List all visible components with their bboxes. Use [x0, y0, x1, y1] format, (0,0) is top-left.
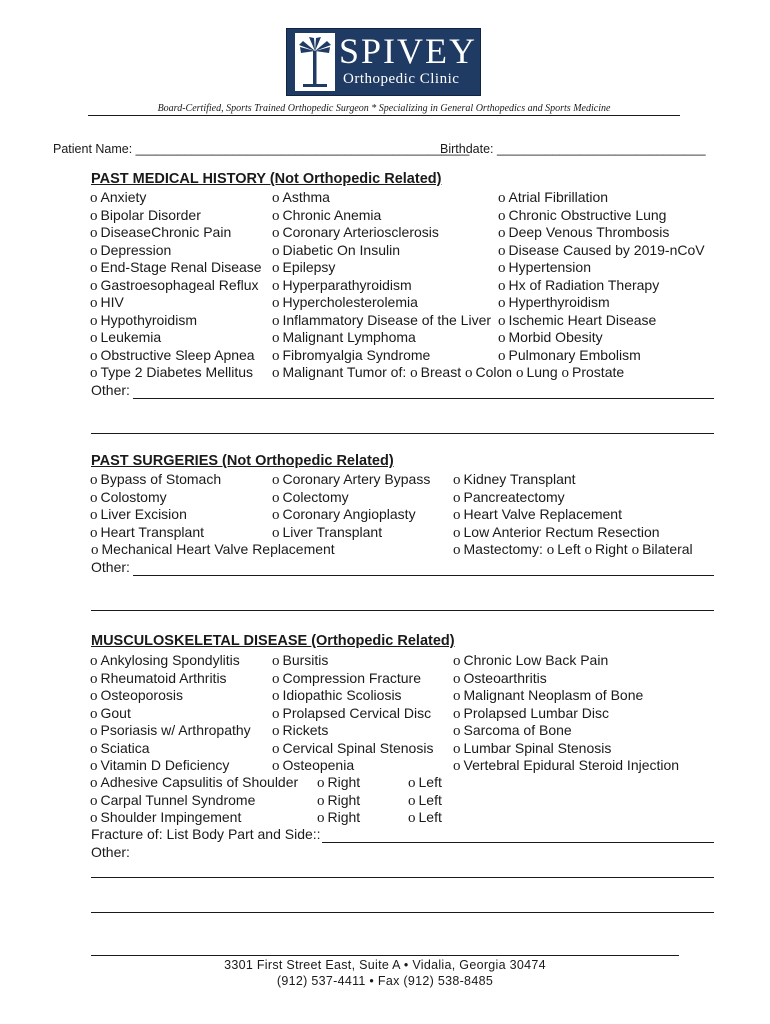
pmh-label: Chronic Anemia	[282, 206, 382, 223]
msk-item	[453, 722, 572, 740]
checkbox[interactable]: o	[90, 775, 98, 791]
checkbox[interactable]: o	[272, 507, 280, 523]
checkbox[interactable]: o	[561, 365, 570, 381]
mechanical-valve-row	[91, 541, 335, 559]
checkbox[interactable]: o	[498, 295, 506, 311]
checkbox[interactable]: o	[498, 312, 506, 329]
surgery-item	[453, 524, 660, 542]
msk-item	[453, 687, 643, 705]
checkbox[interactable]: o	[453, 705, 461, 722]
mastectomy-label: Mastectomy:	[463, 541, 543, 557]
sided-label: Adhesive Capsulitis of Shoulder	[100, 774, 299, 790]
msk-item	[272, 705, 431, 723]
pmh-item	[272, 294, 418, 312]
side-left-option	[408, 809, 442, 827]
birthdate-field[interactable]: Birthdate: ______________________________	[440, 142, 706, 156]
checkbox[interactable]: o	[498, 242, 506, 259]
checkbox[interactable]: o	[408, 775, 416, 791]
msk-label: Osteopenia	[282, 757, 355, 773]
pmh-item	[498, 207, 666, 225]
msk-label: Bursitis	[282, 652, 329, 668]
sided-label-option	[90, 809, 241, 827]
pmh-label: HIV	[100, 294, 124, 310]
checkbox[interactable]: o	[453, 507, 461, 523]
msk-label: Vitamin D Deficiency	[100, 757, 230, 773]
msk-item	[272, 740, 433, 758]
pmh-label: Coronary Arteriosclerosis	[282, 224, 439, 240]
side-left: Left	[418, 791, 442, 808]
pmh-label: Hypertension	[508, 259, 591, 275]
msk-label: Osteoporosis	[100, 687, 183, 703]
checkbox[interactable]: o	[90, 740, 98, 757]
surgeries-other-line-2[interactable]	[91, 610, 714, 611]
surgery-label: Pancreatectomy	[463, 488, 565, 505]
checkbox[interactable]: o	[546, 542, 555, 558]
pmh-item	[498, 329, 603, 347]
checkbox[interactable]: o	[272, 312, 280, 329]
checkbox[interactable]: o	[453, 740, 461, 757]
pmh-item	[272, 277, 412, 295]
checkbox[interactable]: o	[90, 347, 98, 364]
pmh-item	[90, 294, 124, 312]
pmh-item	[498, 294, 610, 312]
msk-item	[90, 670, 227, 688]
palm-tree-icon	[295, 33, 335, 91]
checkbox[interactable]: o	[272, 653, 280, 669]
checkbox[interactable]: o	[90, 207, 98, 224]
side-right: Right	[327, 791, 361, 808]
pmh-item	[272, 347, 430, 365]
checkbox[interactable]: o	[90, 688, 98, 704]
pmh-item	[498, 259, 591, 277]
pmh-label: Fibromyalgia Syndrome	[282, 346, 431, 363]
checkbox[interactable]: o	[90, 723, 98, 739]
msk-label: Rickets	[282, 722, 329, 738]
pmh-label: Malignant Lymphoma	[282, 329, 416, 345]
fracture-label: Fracture of: List Body Part and Side::	[91, 826, 321, 842]
msk-other-line-2[interactable]	[91, 912, 714, 913]
mastectomy-bilateral: Bilateral	[642, 541, 693, 557]
msk-item	[453, 705, 609, 723]
checkbox[interactable]: o	[272, 277, 280, 294]
checkbox[interactable]: o	[453, 670, 461, 687]
msk-item	[90, 687, 183, 705]
pmh-other-line-2[interactable]	[91, 433, 714, 434]
mastectomy-row	[453, 541, 693, 559]
checkbox[interactable]: o	[90, 670, 98, 687]
pmh-item	[90, 277, 259, 295]
pmh-item	[272, 259, 335, 277]
pmh-label: Hypercholesterolemia	[282, 294, 418, 310]
checkbox[interactable]: o	[584, 542, 592, 558]
checkbox[interactable]: o	[272, 723, 280, 739]
checkbox[interactable]: o	[272, 705, 280, 722]
surgery-item	[453, 471, 576, 489]
pmh-item	[272, 242, 400, 260]
tumor-option-lung: Lung	[526, 364, 558, 380]
checkbox[interactable]: o	[272, 190, 280, 206]
checkbox[interactable]: o	[272, 758, 280, 774]
surgery-item	[272, 524, 382, 542]
msk-label: Lumbar Spinal Stenosis	[463, 739, 612, 756]
pmh-label: Type 2 Diabetes Mellitus	[100, 364, 254, 380]
msk-label: Cervical Spinal Stenosis	[282, 739, 434, 756]
surgery-label: Colostomy	[100, 488, 167, 505]
pmh-item	[272, 329, 416, 347]
pmh-label: Diabetic On Insulin	[282, 241, 401, 258]
pmh-item	[90, 224, 231, 242]
footer-phone: (912) 537-4411 • Fax (912) 538-8485	[276, 974, 494, 988]
msk-item	[90, 705, 131, 723]
pmh-item	[272, 224, 439, 242]
surgery-item	[453, 506, 622, 524]
checkbox[interactable]: o	[90, 225, 98, 241]
pmh-item	[90, 189, 146, 207]
checkbox[interactable]: o	[90, 792, 98, 809]
msk-item	[90, 757, 229, 775]
checkbox[interactable]: o	[272, 207, 280, 224]
checkbox[interactable]: o	[90, 277, 98, 294]
pmh-item	[498, 242, 705, 260]
tumor-option-breast: Breast	[420, 364, 462, 380]
pmh-heading: PAST MEDICAL HISTORY (Not Orthopedic Related)	[91, 171, 442, 187]
msk-item	[453, 670, 547, 688]
checkbox[interactable]: o	[498, 207, 506, 224]
patient-name-field[interactable]: Patient Name: ________________________________________________	[53, 142, 470, 156]
msk-item	[90, 722, 251, 740]
checkbox[interactable]: o	[90, 365, 98, 381]
checkbox[interactable]: o	[272, 242, 280, 259]
mastectomy-right: Right	[595, 541, 628, 557]
sided-label: Carpal Tunnel Syndrome	[100, 791, 256, 808]
checkbox[interactable]: o	[464, 365, 473, 381]
pmh-label: Morbid Obesity	[508, 329, 603, 345]
checkbox[interactable]: o	[90, 810, 98, 826]
checkbox[interactable]: o	[272, 225, 280, 241]
pmh-label: Leukemia	[100, 329, 162, 345]
msk-label: Chronic Low Back Pain	[463, 652, 609, 668]
pmh-item	[90, 347, 255, 365]
surgery-label: Liver Transplant	[282, 523, 383, 540]
pmh-label: Hyperparathyroidism	[282, 276, 412, 293]
checkbox[interactable]: o	[272, 330, 280, 346]
checkbox[interactable]: o	[515, 365, 524, 381]
checkbox[interactable]: o	[90, 653, 98, 669]
surgeries-heading: PAST SURGERIES (Not Orthopedic Related)	[91, 453, 394, 469]
checkbox[interactable]: o	[498, 347, 506, 364]
checkbox[interactable]: o	[498, 190, 506, 206]
checkbox[interactable]: o	[498, 277, 506, 294]
checkbox[interactable]: o	[453, 653, 461, 669]
msk-label: Sciatica	[100, 739, 150, 756]
pmh-label: Inflammatory Disease of the Liver	[282, 311, 492, 328]
surgery-label: Coronary Artery Bypass	[282, 471, 431, 487]
pmh-other-label: Other:	[91, 382, 130, 398]
pmh-item	[272, 312, 491, 330]
surgery-item	[272, 506, 416, 524]
msk-label: Osteoarthritis	[463, 669, 547, 686]
msk-item	[453, 757, 679, 775]
checkbox[interactable]: o	[272, 740, 280, 757]
checkbox[interactable]: o	[91, 542, 99, 558]
msk-item	[272, 652, 328, 670]
pmh-item	[90, 329, 161, 347]
surgery-label: Heart Transplant	[100, 523, 204, 540]
pmh-item	[498, 347, 641, 365]
checkbox[interactable]: o	[410, 365, 418, 381]
pmh-item	[90, 242, 171, 260]
mechanical-valve-label: Mechanical Heart Valve Replacement	[101, 541, 335, 557]
pmh-item	[272, 207, 381, 225]
surgery-label: Colectomy	[282, 488, 349, 505]
checkbox[interactable]: o	[90, 472, 98, 488]
checkbox[interactable]: o	[90, 758, 98, 774]
pmh-item	[90, 364, 253, 382]
sided-label-option	[90, 792, 255, 810]
surgery-item	[272, 471, 430, 489]
checkbox[interactable]: o	[408, 792, 416, 809]
clinic-subtitle: Orthopedic Clinic	[343, 71, 460, 87]
checkbox[interactable]: o	[453, 723, 461, 739]
msk-item	[272, 687, 402, 705]
pmh-label: Deep Venous Thrombosis	[508, 224, 670, 240]
pmh-item	[498, 224, 669, 242]
checkbox[interactable]: o	[272, 524, 280, 541]
pmh-label: Pulmonary Embolism	[508, 346, 641, 363]
checkbox[interactable]: o	[453, 524, 461, 541]
surgery-item	[272, 489, 349, 507]
pmh-label: Atrial Fibrillation	[508, 189, 609, 205]
checkbox[interactable]: o	[90, 705, 98, 722]
surgery-label: Heart Valve Replacement	[463, 506, 622, 522]
pmh-other-line[interactable]	[133, 398, 714, 399]
surgery-label: Low Anterior Rectum Resection	[463, 523, 660, 540]
mastectomy-left: Left	[557, 541, 581, 557]
checkbox[interactable]: o	[272, 365, 280, 381]
footer-address: 3301 First Street East, Suite A • Vidalia, Georgia 30474	[224, 958, 546, 972]
checkbox[interactable]: o	[272, 260, 280, 276]
checkbox[interactable]: o	[453, 489, 461, 506]
checkbox[interactable]: o	[317, 810, 325, 826]
fracture-line[interactable]	[322, 842, 714, 843]
checkbox[interactable]: o	[498, 225, 506, 241]
malignant-tumor-label: Malignant Tumor of:	[282, 364, 407, 380]
sided-label: Shoulder Impingement	[100, 809, 242, 825]
checkbox[interactable]: o	[272, 489, 280, 506]
checkbox[interactable]: o	[317, 775, 325, 791]
pmh-item	[272, 189, 330, 207]
checkbox[interactable]: o	[90, 312, 98, 329]
msk-item	[90, 740, 150, 758]
surgery-item	[90, 506, 187, 524]
pmh-item	[90, 207, 201, 225]
pmh-label: Hyperthyroidism	[508, 294, 610, 310]
msk-heading: MUSCULOSKELETAL DISEASE (Orthopedic Related)	[91, 633, 455, 649]
checkbox[interactable]: o	[90, 190, 98, 206]
msk-other-label: Other:	[91, 844, 130, 860]
msk-label: Prolapsed Cervical Disc	[282, 704, 432, 721]
side-right-option	[317, 774, 360, 792]
pmh-label: Ischemic Heart Disease	[508, 311, 657, 328]
checkbox[interactable]: o	[90, 330, 98, 346]
msk-label: Compression Fracture	[282, 669, 421, 686]
msk-label: Ankylosing Spondylitis	[100, 652, 240, 668]
pmh-label: Depression	[100, 241, 172, 258]
checkbox[interactable]: o	[272, 295, 280, 311]
checkbox[interactable]: o	[90, 489, 98, 506]
side-left-option	[408, 774, 442, 792]
msk-label: Gout	[100, 704, 131, 721]
surgery-item	[453, 489, 565, 507]
checkbox[interactable]: o	[272, 688, 280, 704]
checkbox[interactable]: o	[272, 472, 280, 488]
pmh-label: DiseaseChronic Pain	[100, 224, 232, 240]
side-left: Left	[418, 774, 442, 790]
side-left: Left	[418, 809, 442, 825]
pmh-item	[498, 277, 659, 295]
tumor-option-prostate: Prostate	[572, 364, 625, 380]
pmh-label: Hypothyroidism	[100, 311, 197, 328]
checkbox[interactable]: o	[90, 260, 98, 276]
pmh-label: Hx of Radiation Therapy	[508, 276, 660, 293]
checkbox[interactable]: o	[631, 542, 640, 558]
checkbox[interactable]: o	[272, 347, 280, 364]
surgery-label: Kidney Transplant	[463, 471, 576, 487]
surgeries-other-line[interactable]	[133, 575, 714, 576]
surgery-label: Bypass of Stomach	[100, 471, 222, 487]
side-right-option	[317, 809, 360, 827]
clinic-logo	[286, 28, 481, 96]
msk-label: Vertebral Epidural Steroid Injection	[463, 757, 680, 773]
side-left-option	[408, 792, 442, 810]
pmh-label: Asthma	[282, 189, 330, 205]
tumor-option-colon: Colon	[475, 364, 513, 380]
pmh-label: End-Stage Renal Disease	[100, 259, 262, 275]
msk-item	[272, 722, 328, 740]
surgery-item	[90, 524, 204, 542]
checkbox[interactable]: o	[317, 792, 325, 809]
malignant-tumor-row	[272, 364, 624, 382]
msk-item	[272, 670, 421, 688]
msk-item	[272, 757, 354, 775]
checkbox[interactable]: o	[498, 330, 506, 346]
msk-other-line[interactable]	[91, 877, 714, 878]
msk-label: Malignant Neoplasm of Bone	[463, 687, 644, 703]
msk-item	[90, 652, 240, 670]
footer-divider	[91, 955, 679, 956]
sided-label-option	[90, 774, 298, 792]
checkbox[interactable]: o	[408, 810, 416, 826]
pmh-label: Obstructive Sleep Apnea	[100, 346, 255, 363]
tagline: Board-Certified, Sports Trained Orthopedic Surgeon * Specializing in General Orthopedics and Sports Medicine	[88, 103, 680, 116]
pmh-label: Gastroesophageal Reflux	[100, 276, 259, 293]
pmh-label: Epilepsy	[282, 259, 336, 275]
pmh-label: Anxiety	[100, 189, 147, 205]
pmh-item	[498, 189, 608, 207]
checkbox[interactable]: o	[90, 295, 98, 311]
side-right: Right	[327, 809, 361, 825]
surgery-item	[90, 471, 221, 489]
msk-label: Rheumatoid Arthritis	[100, 669, 227, 686]
surgery-label: Coronary Angioplasty	[282, 506, 416, 522]
pmh-item	[498, 312, 656, 330]
msk-item	[453, 652, 608, 670]
checkbox[interactable]: o	[272, 670, 280, 687]
pmh-label: Disease Caused by 2019-nCoV	[508, 241, 705, 258]
msk-label: Idiopathic Scoliosis	[282, 687, 402, 703]
surgery-item	[90, 489, 167, 507]
pmh-item	[90, 259, 262, 277]
msk-label: Sarcoma of Bone	[463, 722, 572, 738]
checkbox[interactable]: o	[453, 472, 461, 488]
side-right: Right	[327, 774, 361, 790]
msk-item	[453, 740, 611, 758]
checkbox[interactable]: o	[453, 542, 461, 558]
clinic-name: SPIVEY	[339, 31, 478, 71]
pmh-item	[90, 312, 197, 330]
surgeries-other-label: Other:	[91, 559, 130, 575]
checkbox[interactable]: o	[453, 758, 461, 774]
pmh-label: Bipolar Disorder	[100, 206, 201, 223]
msk-label: Prolapsed Lumbar Disc	[463, 704, 610, 721]
checkbox[interactable]: o	[90, 524, 98, 541]
checkbox[interactable]: o	[90, 507, 98, 523]
checkbox[interactable]: o	[453, 688, 461, 704]
side-right-option	[317, 792, 360, 810]
pmh-label: Chronic Obstructive Lung	[508, 206, 667, 223]
checkbox[interactable]: o	[498, 260, 506, 276]
msk-label: Psoriasis w/ Arthropathy	[100, 722, 251, 738]
checkbox[interactable]: o	[90, 242, 98, 259]
surgery-label: Liver Excision	[100, 506, 187, 522]
